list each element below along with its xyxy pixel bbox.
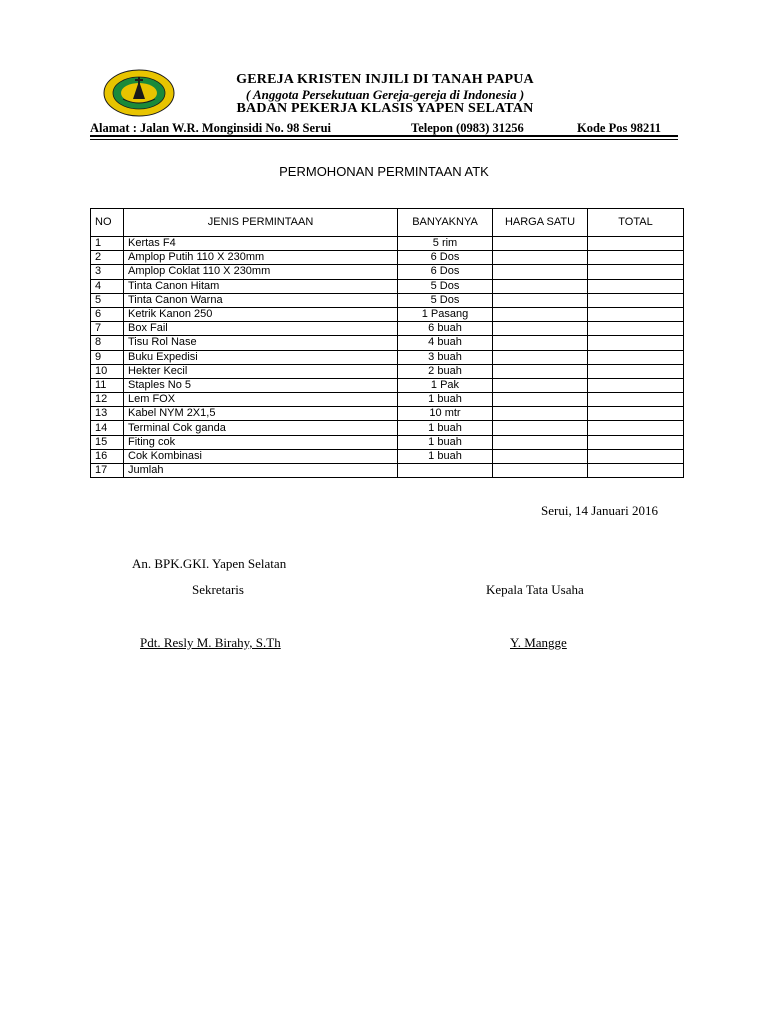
on-behalf: An. BPK.GKI. Yapen Selatan — [132, 556, 287, 571]
cell-quantity: 1 Pak — [398, 378, 493, 392]
cell-item: Tinta Canon Hitam — [124, 279, 398, 293]
cell-unit-price — [493, 421, 588, 435]
cell-item: Lem FOX — [124, 393, 398, 407]
cell-quantity — [398, 464, 493, 478]
cell-total — [588, 265, 684, 279]
cell-item: Buku Expedisi — [124, 350, 398, 364]
cell-item: Kabel NYM 2X1,5 — [124, 407, 398, 421]
cell-unit-price — [493, 364, 588, 378]
table-row — [91, 336, 684, 350]
phone: Telepon (0983) 31256 — [411, 121, 524, 135]
cell-total — [588, 364, 684, 378]
cell-quantity: 5 Dos — [398, 293, 493, 307]
col-header-item: JENIS PERMINTAAN — [124, 209, 398, 237]
table-row — [91, 364, 684, 378]
cell-unit-price — [493, 464, 588, 478]
cell-item: Hekter Kecil — [124, 364, 398, 378]
cell-total — [588, 464, 684, 478]
cell-quantity: 6 Dos — [398, 265, 493, 279]
org-name: GEREJA KRISTEN INJILI DI TANAH PAPUA — [236, 72, 534, 87]
cell-total — [588, 307, 684, 321]
cell-item: Tisu Rol Nase — [124, 336, 398, 350]
header-rule — [90, 135, 678, 137]
cell-total — [588, 336, 684, 350]
cell-unit-price — [493, 407, 588, 421]
cell-no: 5 — [91, 293, 124, 307]
cell-no: 10 — [91, 364, 124, 378]
address: Alamat : Jalan W.R. Monginsidi No. 98 Serui — [90, 121, 332, 135]
cell-total — [588, 407, 684, 421]
cell-unit-price — [493, 237, 588, 251]
cell-unit-price — [493, 435, 588, 449]
table-row — [91, 407, 684, 421]
cell-no: 4 — [91, 279, 124, 293]
cell-quantity: 6 buah — [398, 322, 493, 336]
cell-unit-price — [493, 279, 588, 293]
table-row — [91, 464, 684, 478]
cell-no: 1 — [91, 237, 124, 251]
table-row — [91, 435, 684, 449]
cell-total — [588, 393, 684, 407]
org-affiliation: ( Anggota Persekutuan Gereja-gereja di Indonesia ) — [245, 87, 525, 102]
table-row — [91, 350, 684, 364]
cell-quantity: 5 Dos — [398, 279, 493, 293]
table-row — [91, 279, 684, 293]
col-header-quantity: BANYAKNYA — [398, 209, 493, 237]
col-header-unit-price: HARGA SATU — [493, 209, 588, 237]
cell-total — [588, 421, 684, 435]
cell-no: 16 — [91, 449, 124, 463]
cell-total — [588, 350, 684, 364]
cell-no: 14 — [91, 421, 124, 435]
cell-quantity: 4 buah — [398, 336, 493, 350]
request-table — [90, 208, 684, 478]
cell-unit-price — [493, 265, 588, 279]
cell-unit-price — [493, 251, 588, 265]
cell-item: Amplop Putih 110 X 230mm — [124, 251, 398, 265]
table-row — [91, 237, 684, 251]
cell-no: 9 — [91, 350, 124, 364]
place-date: Serui, 14 Januari 2016 — [541, 503, 658, 518]
cell-no: 12 — [91, 393, 124, 407]
cell-unit-price — [493, 449, 588, 463]
cell-quantity: 1 buah — [398, 435, 493, 449]
table-row — [91, 322, 684, 336]
table-header-row — [91, 209, 684, 237]
cell-quantity: 1 buah — [398, 421, 493, 435]
table-row — [91, 393, 684, 407]
cell-unit-price — [493, 393, 588, 407]
cell-quantity: 1 buah — [398, 449, 493, 463]
col-header-no: NO — [91, 209, 124, 237]
right-role: Kepala Tata Usaha — [486, 582, 584, 597]
cell-item: Cok Kombinasi — [124, 449, 398, 463]
postcode: Kode Pos 98211 — [577, 121, 662, 135]
cell-total — [588, 322, 684, 336]
cell-no: 7 — [91, 322, 124, 336]
org-body: BADAN PEKERJA KLASIS YAPEN SELATAN — [236, 101, 534, 116]
cell-no: 6 — [91, 307, 124, 321]
cell-item: Terminal Cok ganda — [124, 421, 398, 435]
cell-unit-price — [493, 307, 588, 321]
table-row — [91, 307, 684, 321]
cell-no: 11 — [91, 378, 124, 392]
cell-no: 8 — [91, 336, 124, 350]
table-row — [91, 265, 684, 279]
cell-item: Tinta Canon Warna — [124, 293, 398, 307]
cell-total — [588, 435, 684, 449]
cell-quantity: 3 buah — [398, 350, 493, 364]
cell-unit-price — [493, 350, 588, 364]
cell-unit-price — [493, 336, 588, 350]
left-signatory: Pdt. Resly M. Birahy, S.Th — [140, 635, 281, 650]
cell-total — [588, 378, 684, 392]
cell-unit-price — [493, 378, 588, 392]
table-row — [91, 421, 684, 435]
cell-item: Staples No 5 — [124, 378, 398, 392]
cell-item: Box Fail — [124, 322, 398, 336]
cell-quantity: 6 Dos — [398, 251, 493, 265]
left-role: Sekretaris — [192, 582, 244, 597]
cell-quantity: 1 buah — [398, 393, 493, 407]
cell-quantity: 5 rim — [398, 237, 493, 251]
cell-quantity: 1 Pasang — [398, 307, 493, 321]
cell-no: 17 — [91, 464, 124, 478]
cell-unit-price — [493, 293, 588, 307]
right-signatory: Y. Mangge — [510, 635, 567, 650]
table-row — [91, 378, 684, 392]
cell-no: 15 — [91, 435, 124, 449]
cell-no: 2 — [91, 251, 124, 265]
cell-no: 13 — [91, 407, 124, 421]
cell-item: Jumlah — [124, 464, 398, 478]
table-row — [91, 251, 684, 265]
col-header-total: TOTAL — [588, 209, 684, 237]
table-row — [91, 449, 684, 463]
cell-total — [588, 237, 684, 251]
cell-unit-price — [493, 322, 588, 336]
table-row — [91, 293, 684, 307]
document-title: PERMOHONAN PERMINTAAN ATK — [279, 164, 489, 179]
cell-quantity: 2 buah — [398, 364, 493, 378]
cell-total — [588, 293, 684, 307]
cell-item: Fiting cok — [124, 435, 398, 449]
header-rule-thin — [90, 139, 678, 140]
cell-quantity: 10 mtr — [398, 407, 493, 421]
church-seal-logo — [103, 69, 175, 117]
cell-item: Kertas F4 — [124, 237, 398, 251]
cell-item: Ketrik Kanon 250 — [124, 307, 398, 321]
cell-item: Amplop Coklat 110 X 230mm — [124, 265, 398, 279]
cell-no: 3 — [91, 265, 124, 279]
cell-total — [588, 449, 684, 463]
cell-total — [588, 279, 684, 293]
cell-total — [588, 251, 684, 265]
